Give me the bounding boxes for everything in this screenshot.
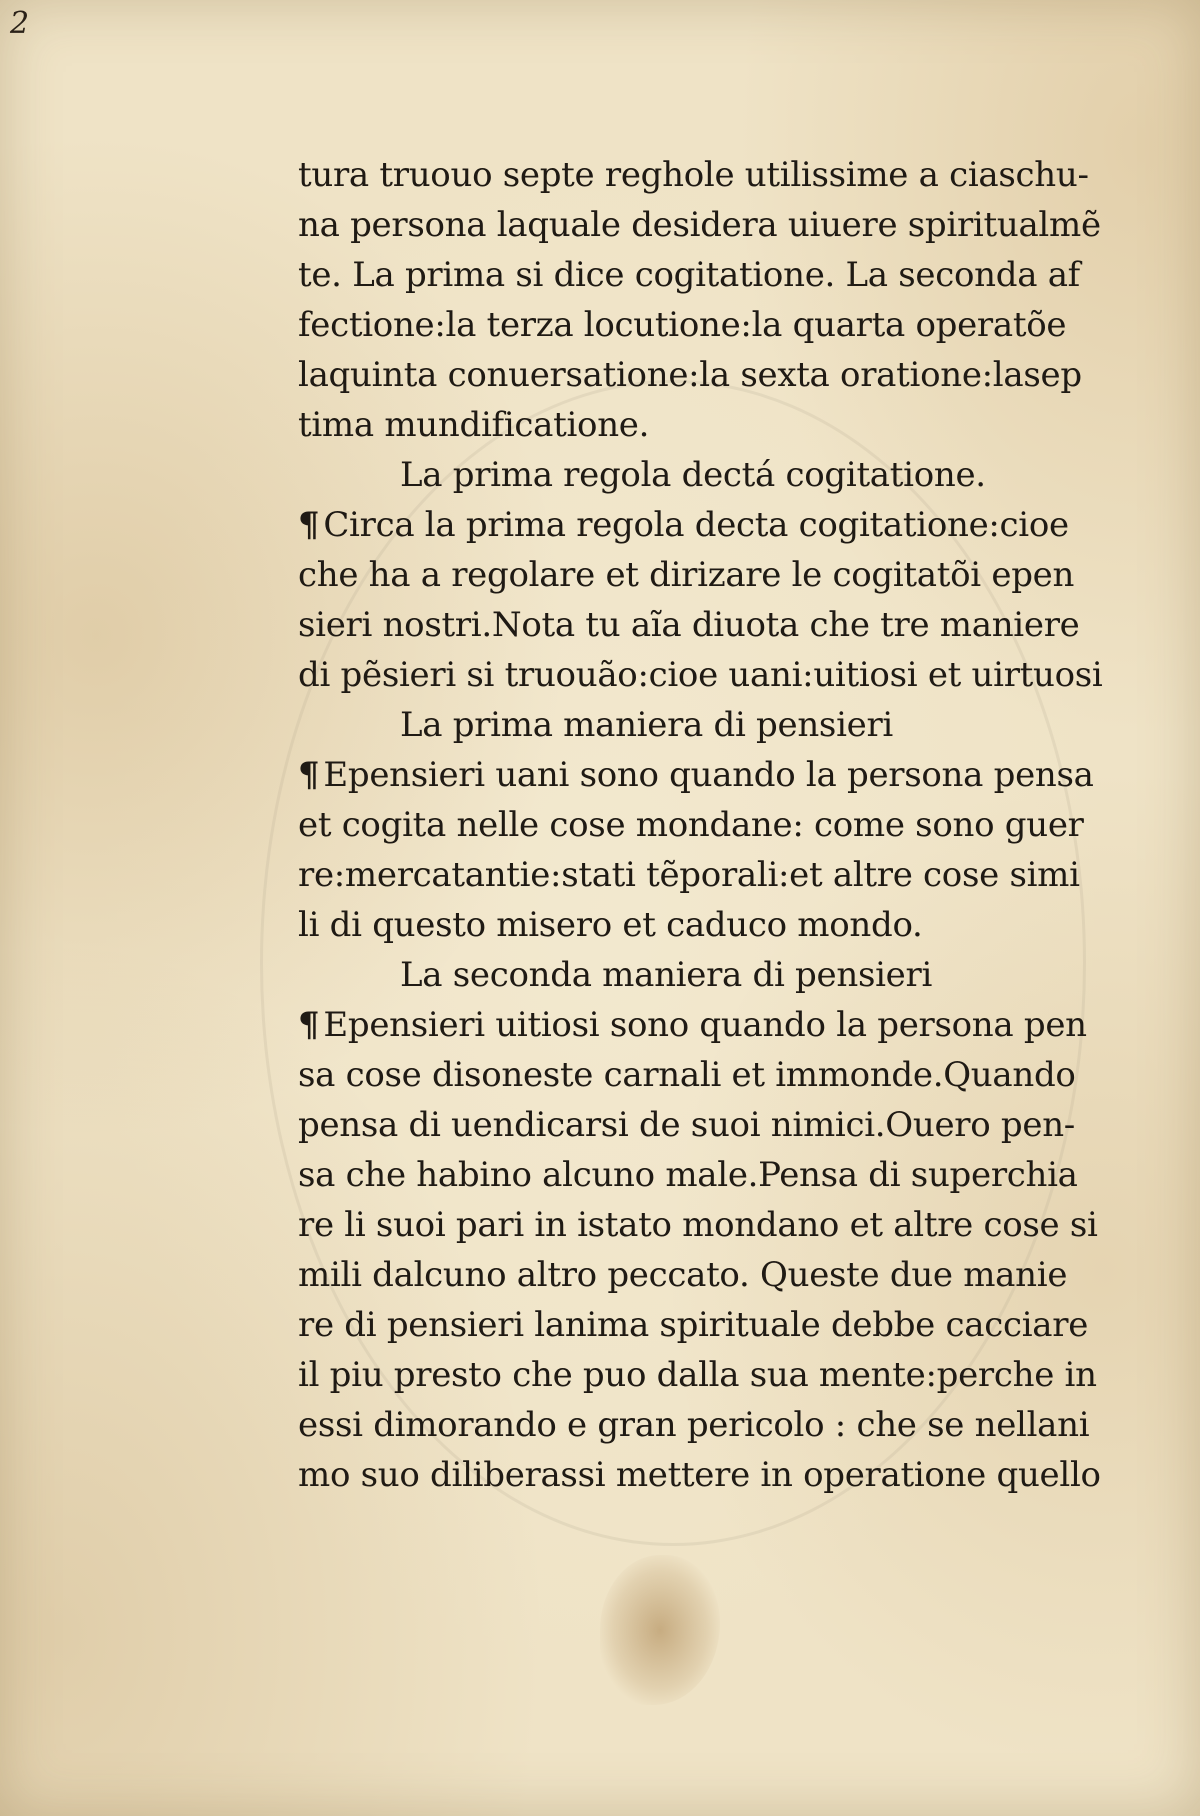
text-line [298,600,1078,650]
text-line [298,650,1103,700]
text-line [298,1150,1078,1200]
text-line-content: La prima regola dectá cogitatione. [400,455,986,495]
text-line [298,1050,1078,1100]
text-line [298,750,1094,800]
pilcrow-mark: ¶ [298,1005,320,1045]
text-line [298,300,1078,350]
text-line-content: il piu presto che puo dalla sua mente:perche in [298,1355,1097,1395]
text-line-content: sieri nostri.Nota tu aĩa diuota che tre maniere [298,605,1080,645]
text-line [298,800,1084,850]
text-line-content: di pẽsieri si truouão:cioe uani:uitiosi et uirtuosi [298,655,1103,695]
text-line-content: tima mundificatione. [298,405,650,445]
text-line-content: Epensieri uitiosi sono quando la persona pen [323,1005,1087,1045]
printed-text-block [298,150,1103,1500]
text-line [298,150,1089,200]
text-line [298,200,1101,250]
text-line-content: laquinta conuersatione:la sexta oratione:lasep [298,355,1082,395]
text-line [298,500,1078,550]
page-number: 2 [10,6,30,41]
text-line-content: sa cose disoneste carnali et immonde.Quando [298,1055,1076,1095]
text-line-content: tura truouo septe reghole utilissime a ciaschu- [298,155,1089,195]
text-line [298,550,1078,600]
text-line-content: pensa di uendicarsi de suoi nimici.Ouero pen- [298,1105,1076,1145]
text-line-content: re li suoi pari in istato mondano et altre cose si [298,1205,1098,1245]
text-line [298,900,1078,950]
text-line-content: fectione:la terza locutione:la quarta operatõe [298,305,1067,345]
text-line-content: li di questo misero et caduco mondo. [298,905,923,945]
text-line-content: re:mercatantie:stati tẽporali:et altre cose simi [298,855,1080,895]
text-line [298,250,1078,300]
text-line [298,1000,1087,1050]
text-line-content: mo suo diliberassi mettere in operatione quello [298,1455,1101,1495]
text-line [298,350,1082,400]
text-line-content: La seconda maniera di pensieri [400,955,933,995]
text-line-content: na persona laquale desidera uiuere spiritualmẽ [298,205,1101,245]
text-line [298,1450,1101,1500]
paper-stain [600,1555,720,1705]
text-line [298,1350,1097,1400]
section-heading [298,700,1078,750]
text-line [298,850,1078,900]
text-line-content: sa che habino alcuno male.Pensa di superchia [298,1155,1078,1195]
text-line [298,1400,1090,1450]
text-line-content: Epensieri uani sono quando la persona pensa [323,755,1094,795]
section-heading [298,450,1078,500]
text-line [298,400,1078,450]
pilcrow-mark: ¶ [298,755,320,795]
text-line-content: essi dimorando e gran pericolo : che se nellani [298,1405,1090,1445]
text-line-content: te. La prima si dice cogitatione. La seconda af [298,255,1080,295]
text-line-content: re di pensieri lanima spirituale debbe cacciare [298,1305,1089,1345]
text-line [298,1100,1078,1150]
text-line-content: che ha a regolare et dirizare le cogitatõi epen [298,555,1075,595]
text-line-content: Circa la prima regola decta cogitatione:cioe [323,505,1069,545]
section-heading [298,950,1078,1000]
text-line-content: La prima maniera di pensieri [400,705,894,745]
text-line [298,1200,1098,1250]
text-line-content: et cogita nelle cose mondane: come sono guer [298,805,1084,845]
pilcrow-mark: ¶ [298,505,320,545]
text-line [298,1300,1089,1350]
text-line-content: mili dalcuno altro peccato. Queste due manie [298,1255,1068,1295]
text-line [298,1250,1078,1300]
